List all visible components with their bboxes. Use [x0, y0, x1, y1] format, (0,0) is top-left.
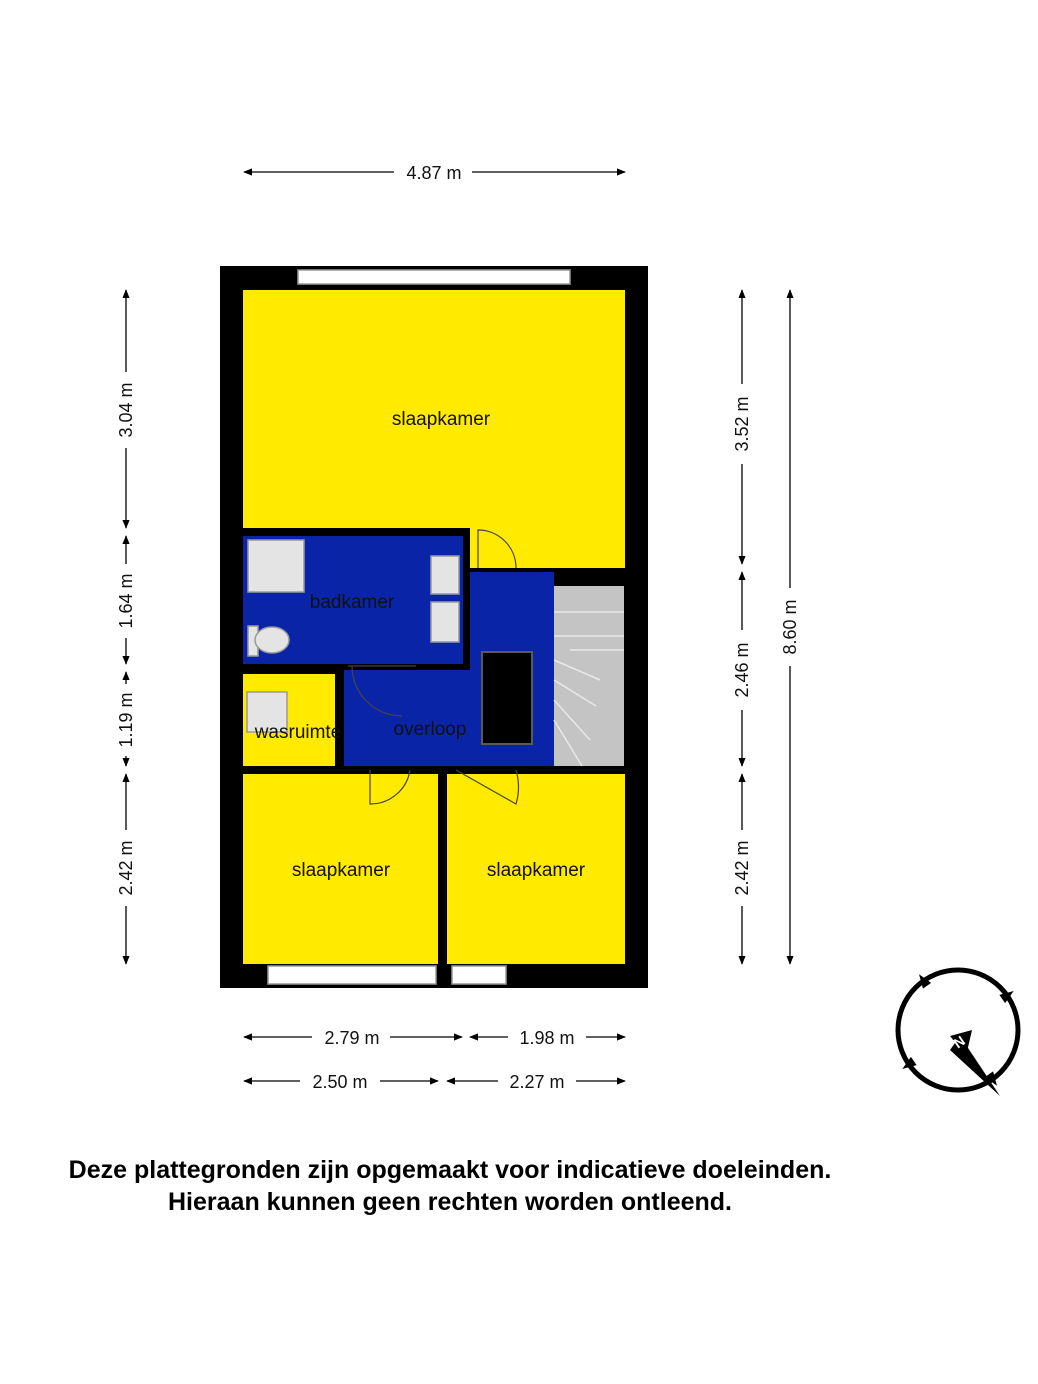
dim-top-width: 4.87 m	[406, 163, 462, 183]
compass-icon	[898, 970, 1018, 1096]
dim-bottom-outer-left: 2.79 m	[324, 1028, 380, 1048]
dim-right-1: 3.52 m	[732, 396, 752, 452]
dim-right-3: 2.42 m	[732, 840, 752, 896]
sink-top	[431, 556, 459, 594]
dim-left-1: 3.04 m	[116, 382, 136, 438]
dim-right-2: 2.46 m	[732, 642, 752, 698]
room-master-bedroom-ext	[470, 520, 625, 568]
dim-bottom-inner-left: 2.50 m	[312, 1072, 368, 1092]
label-bedroom-left: slaapkamer	[291, 860, 391, 881]
shower-tray	[248, 540, 304, 592]
dim-bottom-inner-right: 2.27 m	[509, 1072, 565, 1092]
compass-north-label: N	[950, 1032, 968, 1052]
sink-bottom	[431, 602, 459, 642]
dim-left-3: 1.19 m	[116, 692, 136, 748]
stair-void	[482, 652, 532, 744]
dim-total-height: 8.60 m	[780, 599, 800, 655]
label-landing: overloop	[393, 719, 467, 740]
label-bedroom-right: slaapkamer	[486, 860, 586, 881]
toilet-bowl	[255, 627, 289, 653]
label-bathroom: badkamer	[309, 592, 395, 613]
label-laundry: wasruimte	[254, 722, 342, 743]
disclaimer-line-2: Hieraan kunnen geen rechten worden ontleend.	[168, 1188, 732, 1216]
dim-left-2: 1.64 m	[116, 573, 136, 629]
dim-left-4: 2.42 m	[116, 840, 136, 896]
label-master-bedroom: slaapkamer	[391, 409, 491, 430]
dim-bottom-outer-right: 1.98 m	[519, 1028, 575, 1048]
disclaimer-line-1: Deze plattegronden zijn opgemaakt voor indicatieve doeleinden.	[68, 1156, 832, 1184]
